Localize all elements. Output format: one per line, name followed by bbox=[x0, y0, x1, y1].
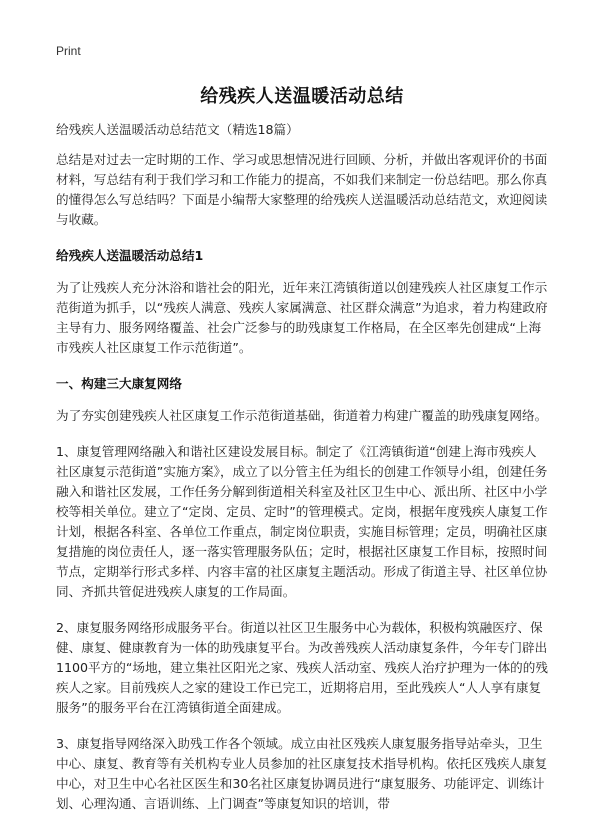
document-subtitle: 给残疾人送温暖活动总结范文（精选18篇） bbox=[56, 122, 299, 137]
document-title: 给残疾人送温暖活动总结 bbox=[200, 86, 404, 107]
list-item-3: 3、康复指导网络深入助残工作各个领域。成立由社区残疾人康复服务指导站牵头，卫生中心、康复、教育等有关机构专业人员参加的社区康复技术指导机构。依托区残疾人康复中心，对卫生中心名社区医生和30名社区康复协调员进行“康复服务、功能评定、训练计划、心理沟通、言语训练、上门调查”等康复知识的培训，带 bbox=[56, 736, 548, 811]
section-paragraph: 为了让残疾人充分沐浴和谐社会的阳光，近年来江湾镇街道以创建残疾人社区康复工作示范街道为抓手，以“残疾人满意、残疾人家属满意、社区群众满意”为追求，着力构建政府主导有力、服务网络覆盖、社会广泛参与的助残康复工作格局，在全区率先创建成“上海市残疾人社区康复工作示范街道”。 bbox=[56, 280, 548, 355]
print-link[interactable]: Print bbox=[56, 44, 81, 58]
list-item-1: 1、康复管理网络融入和谐社区建设发展目标。制定了《江湾镇街道“创建上海市残疾人社区康复示范街道”实施方案》，成立了以分管主任为组长的创建工作领导小组，创建任务融入和谐社区发展，工作任务分解到街道相关科室及社区卫生中心、派出所、社区中小学校等相关单位。建立了“定岗、定员、定时”的管理模式。定岗，根据年度残疾人康复工作计划，根据各科室、各单位工作重点，制定岗位职责，实施目标管理；定员，明确社区康复措施的岗位责任人，逐一落实管理服务队伍；定时，根据社区康复工作目标，按照时间节点，定期举行形式多样、内容丰富的社区康复主题活动。形成了街道主导、社区单位协同、齐抓共管促进残疾人康复的工作局面。 bbox=[56, 444, 548, 599]
section-heading: 给残疾人送温暖活动总结1 bbox=[56, 248, 204, 263]
document-body bbox=[56, 120, 548, 828]
list-item-2: 2、康复服务网络形成服务平台。街道以社区卫生服务中心为载体，积极构筑融医疗、保健、康复、健康教育为一体的助残康复平台。为改善残疾人活动康复条件，今年专门辟出1100平方的“场地，建立集社区阳光之家、残疾人活动室、残疾人治疗护理为一体的的残疾人之家。目前残疾人之家的建设工作已完工，近期将启用，至此残疾人“人人享有康复服务”的服务平台在江湾镇街道全面建成。 bbox=[56, 620, 548, 715]
intro-paragraph: 总结是对过去一定时期的工作、学习或思想情况进行回顾、分析，并做出客观评价的书面材料，写总结有利于我们学习和工作能力的提高，不如我们来制定一份总结吧。那么你真的懂得怎么写总结吗？下面是小编帮大家整理的给残疾人送温暖活动总结范文，欢迎阅读与收藏。 bbox=[56, 152, 548, 227]
subsection-heading: 一、构建三大康复网络 bbox=[56, 376, 182, 391]
network-intro-paragraph: 为了夯实创建残疾人社区康复工作示范街道基础，街道着力构建广覆盖的助残康复网络。 bbox=[56, 408, 548, 423]
